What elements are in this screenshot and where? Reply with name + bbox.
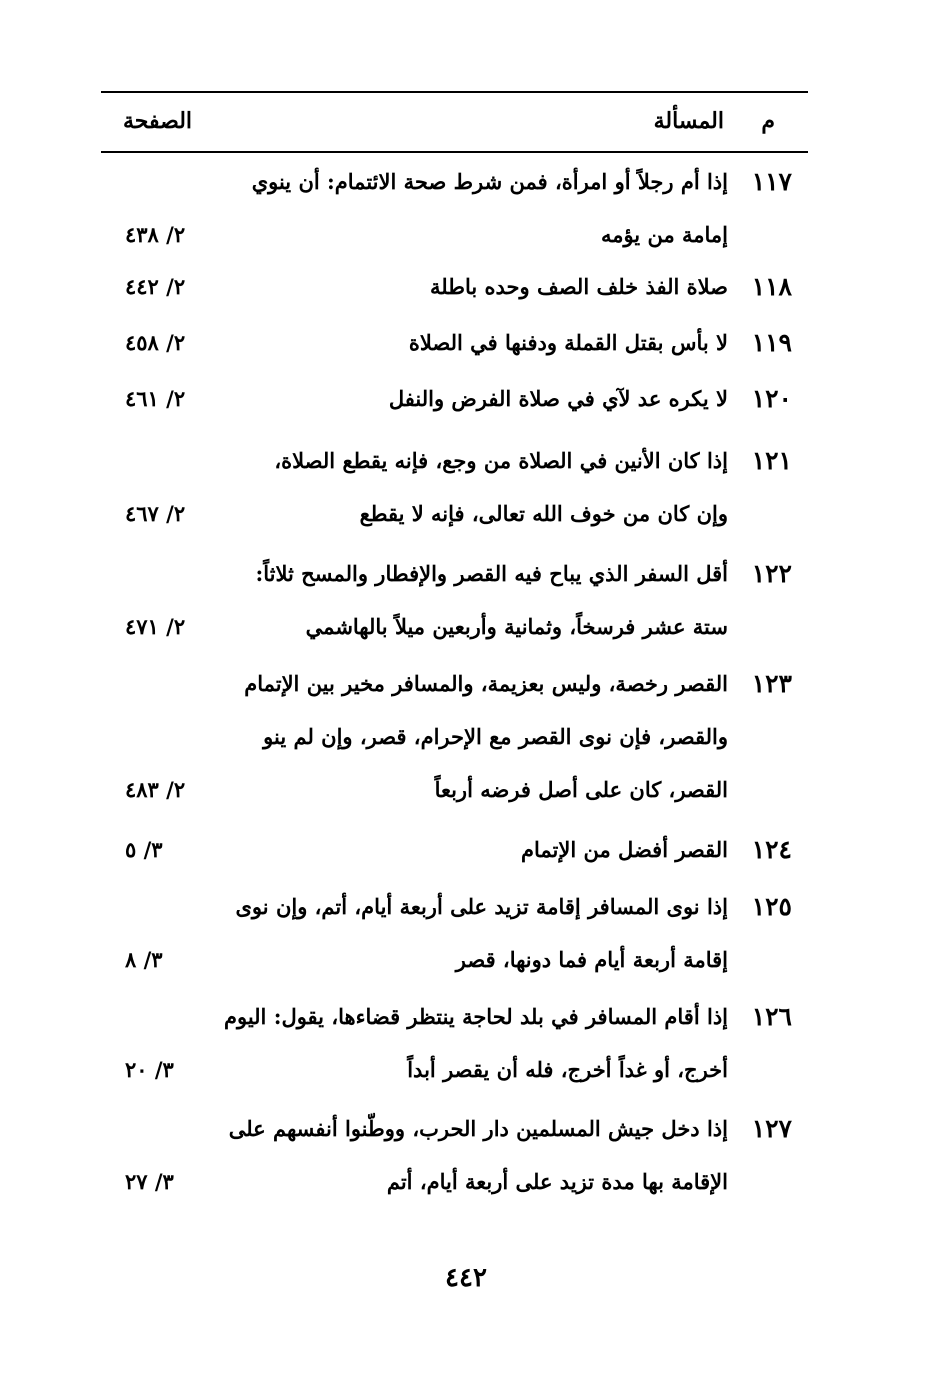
issue-text-line: أقل السفر الذي يباح فيه القصر والإفطار والمسح ثلاثاً:	[255, 561, 728, 586]
page-number: ٤٤٢	[445, 1263, 487, 1293]
page-reference: ٢/ ٤٦١	[125, 386, 186, 411]
issue-number: ١٢٥	[751, 892, 792, 921]
page-reference: ٢/ ٤٦٧	[125, 501, 186, 526]
index-row	[101, 880, 808, 986]
issue-text	[218, 260, 728, 313]
issue-text-line: إذا أقام المسافر في بلد لحاجة ينتظر قضاءها، يقول: اليوم	[223, 1004, 728, 1029]
page-reference: ٣/ ٢٧	[125, 1169, 174, 1194]
page-reference: ٣/ ٥	[125, 837, 163, 862]
header-issue-label: المسألة	[653, 108, 724, 134]
issue-text-line: إقامة أربعة أيام فما دونها، قصر	[455, 947, 728, 972]
index-row	[101, 372, 808, 425]
issue-number: ١١٨	[751, 272, 792, 301]
header-page-label: الصفحة	[123, 108, 193, 134]
index-row	[101, 657, 808, 816]
issue-text	[218, 372, 728, 425]
issue-number: ١٢٦	[751, 1002, 792, 1031]
issue-text-line: لا يكره عد لآي في صلاة الفرض والنفل	[388, 386, 728, 411]
issue-number: ١٢٢	[751, 559, 792, 588]
issue-text-line: وإن كان من خوف الله تعالى، فإنه لا يقطع	[359, 501, 728, 526]
index-row	[101, 260, 808, 313]
issue-text	[218, 990, 728, 1096]
issue-text	[218, 823, 728, 876]
index-row	[101, 155, 808, 261]
page-reference: ٢/ ٤٣٨	[125, 222, 186, 247]
page-reference: ٣/ ٨	[125, 947, 163, 972]
index-row	[101, 434, 808, 540]
issue-text-line: إذا كان الأنين في الصلاة من وجع، فإنه يقطع الصلاة،	[274, 448, 728, 473]
index-row	[101, 1102, 808, 1208]
issue-text-line: القصر، كان على أصل فرضه أربعاً	[434, 777, 728, 802]
page-reference: ٣/ ٢٠	[125, 1057, 174, 1082]
header-number-label: م	[761, 108, 775, 134]
index-row	[101, 547, 808, 653]
page-reference: ٢/ ٤٤٢	[125, 274, 186, 299]
header-top-rule	[101, 91, 808, 93]
issue-text-line: إذا نوى المسافر إقامة تزيد على أربعة أيام، أتم، وإن نوى	[235, 894, 728, 919]
page-reference: ٢/ ٤٧١	[125, 614, 186, 639]
issue-number: ١٢٣	[751, 669, 792, 698]
issue-text	[218, 316, 728, 369]
index-row	[101, 823, 808, 876]
issue-text-line: إذا دخل جيش المسلمين دار الحرب، ووطّنوا أنفسهم على	[228, 1116, 728, 1141]
issue-text	[218, 1102, 728, 1208]
header-bottom-rule	[101, 151, 808, 153]
issue-text-line: صلاة الفذ خلف الصف وحده باطلة	[430, 274, 728, 299]
issue-number: ١٢١	[751, 446, 792, 475]
issue-number: ١٢٤	[751, 835, 792, 864]
index-row	[101, 990, 808, 1096]
issue-text	[218, 434, 728, 540]
issue-text-line: الإقامة بها مدة تزيد على أربعة أيام، أتم	[386, 1169, 728, 1194]
issue-text-line: إمامة من يؤمه	[600, 222, 728, 247]
issue-text-line: ستة عشر فرسخاً، وثمانية وأربعين ميلاً بالهاشمي	[305, 614, 728, 639]
page-reference: ٢/ ٤٨٣	[125, 777, 186, 802]
issue-text-line: لا بأس بقتل القملة ودفنها في الصلاة	[408, 330, 728, 355]
issue-text	[218, 155, 728, 261]
issue-text-line: أخرج، أو غداً أخرج، فله أن يقصر أبداً	[407, 1057, 728, 1082]
issue-text	[218, 880, 728, 986]
issue-text	[218, 547, 728, 653]
index-row	[101, 316, 808, 369]
issue-number: ١٢٠	[751, 384, 792, 413]
page-reference: ٢/ ٤٥٨	[125, 330, 186, 355]
issue-text-line: والقصر، فإن نوى القصر مع الإحرام، قصر، وإن لم ينو	[263, 724, 728, 749]
issue-number: ١٢٧	[751, 1114, 792, 1143]
issue-number: ١١٧	[751, 167, 792, 196]
issue-text-line: القصر رخصة، وليس بعزيمة، والمسافر مخير بين الإتمام	[244, 671, 728, 696]
issue-number: ١١٩	[751, 328, 792, 357]
issue-text-line: القصر أفضل من الإتمام	[520, 837, 728, 862]
issue-text-line: إذا أم رجلاً أو امرأة، فمن شرط صحة الائتمام: أن ينوي	[251, 169, 728, 194]
issue-text	[218, 657, 728, 816]
